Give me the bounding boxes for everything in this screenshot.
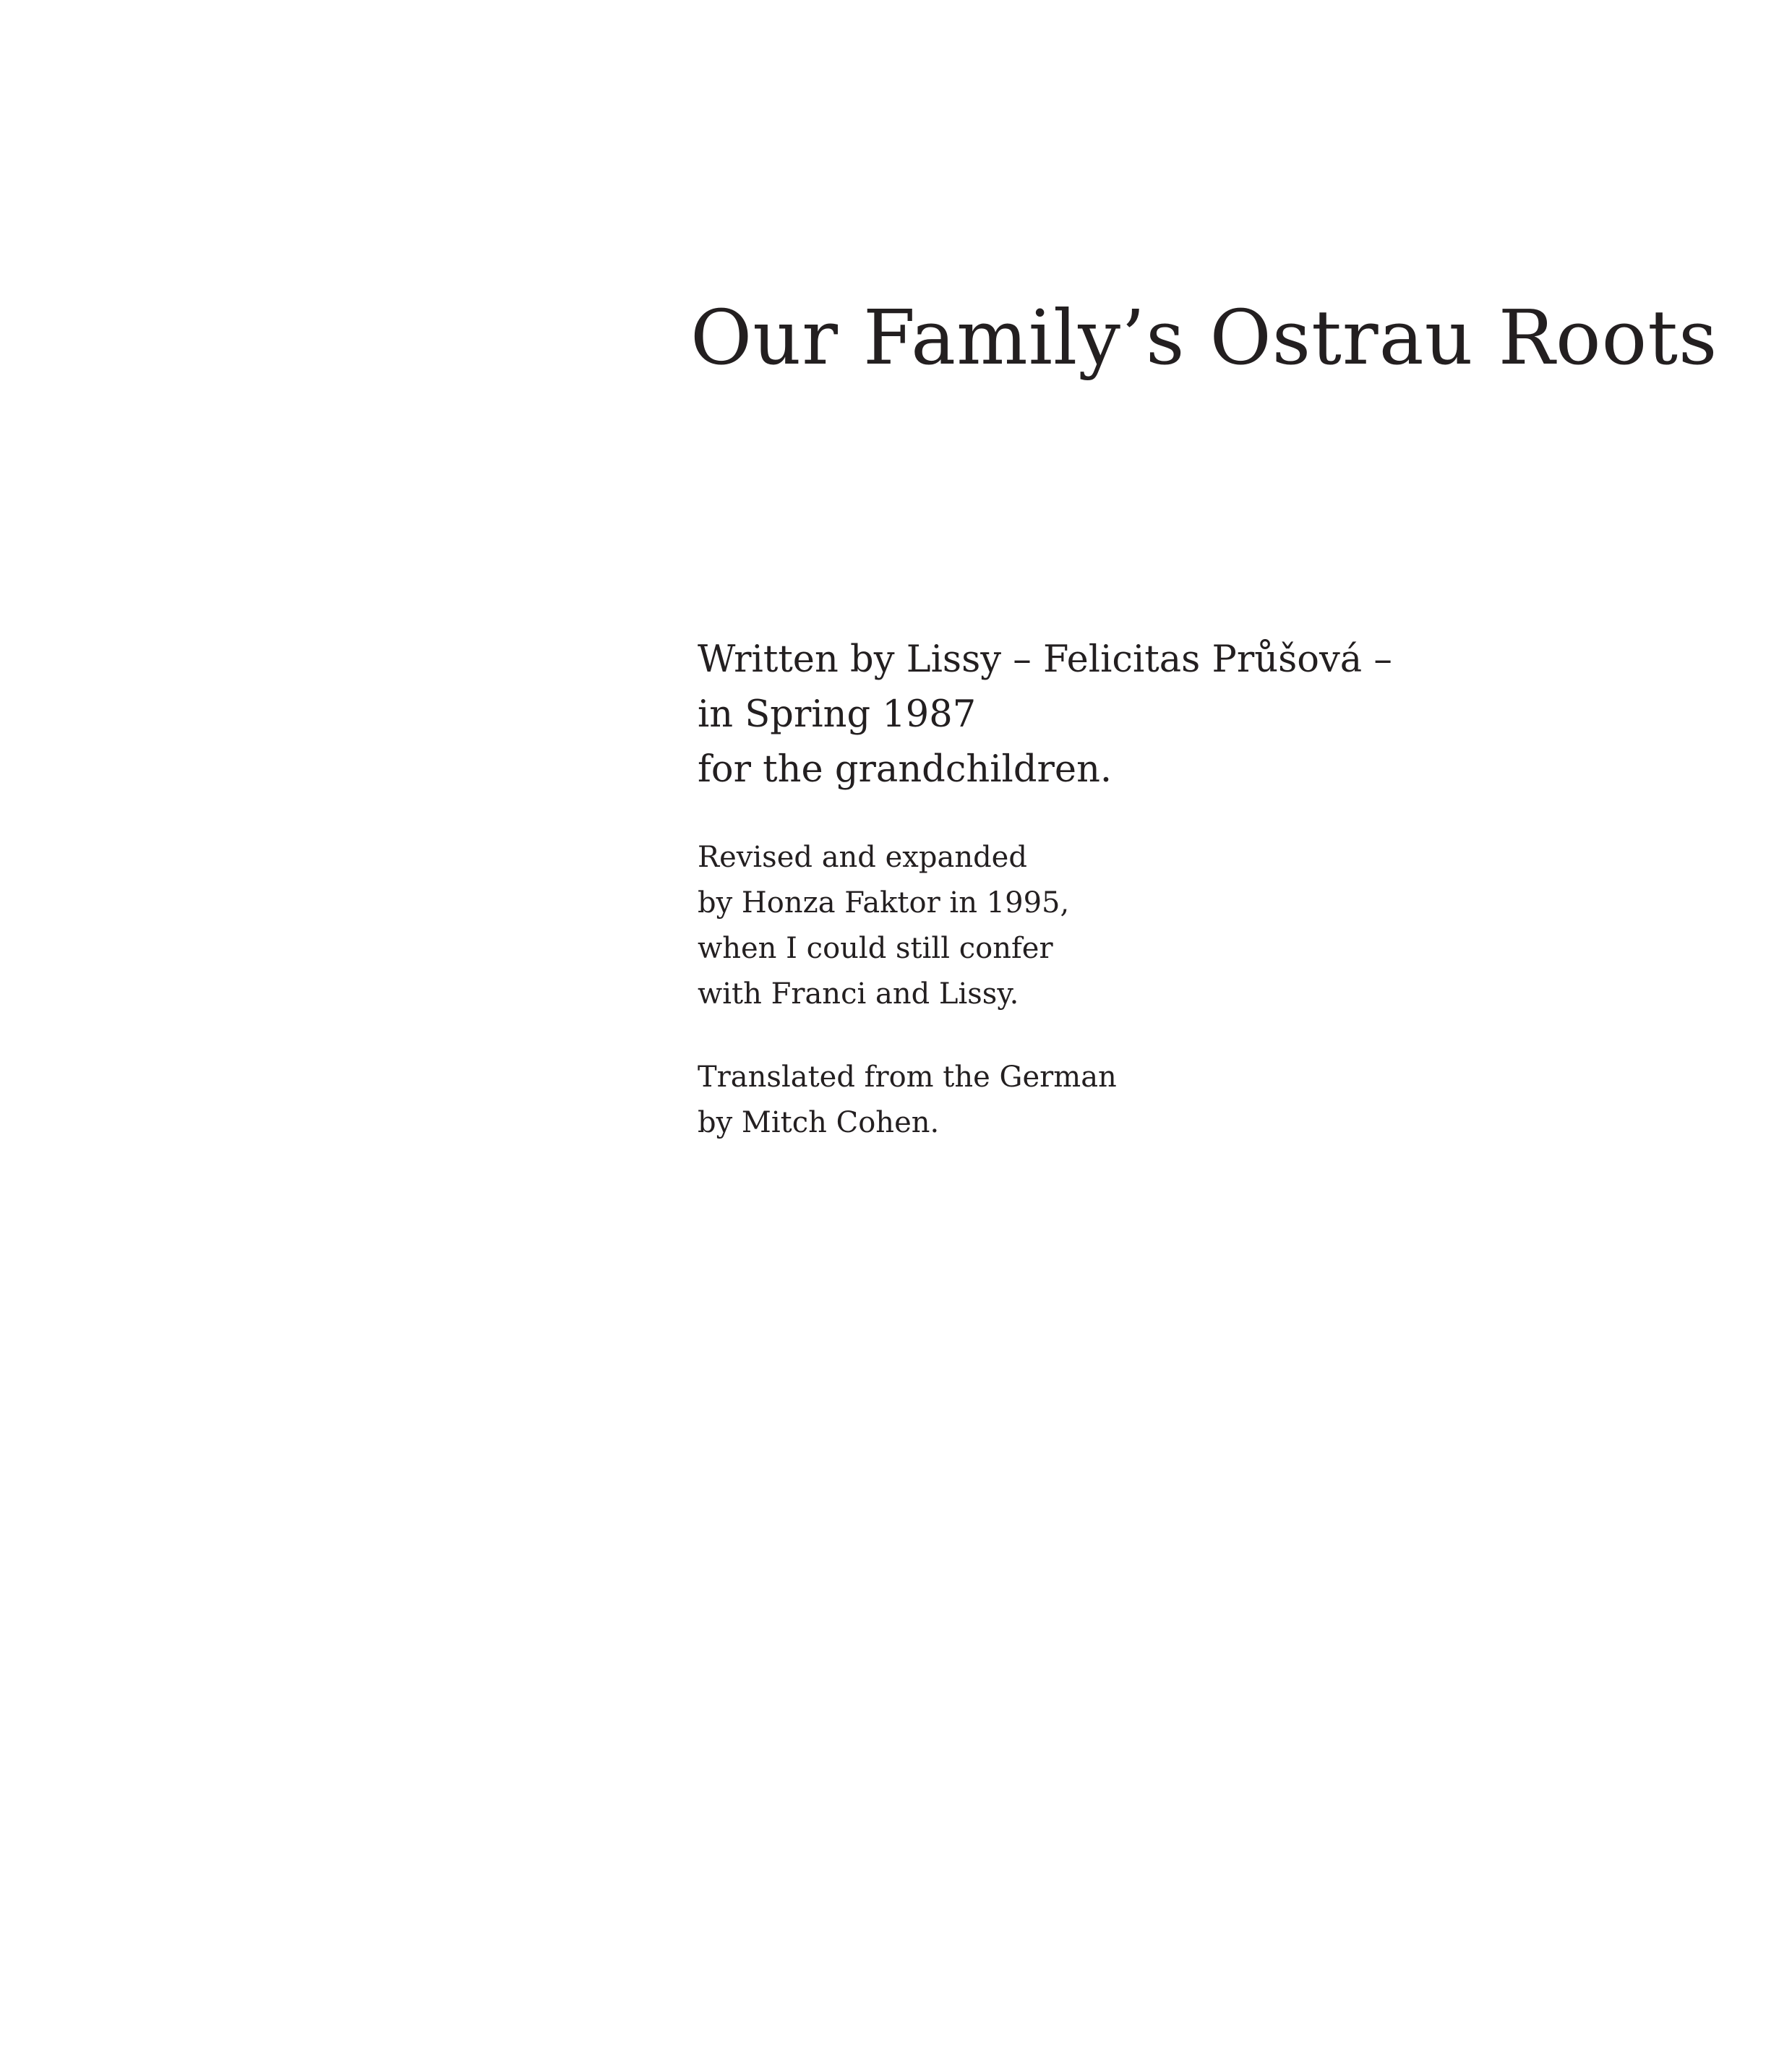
translation-line: by Mitch Cohen. — [698, 1106, 940, 1139]
authorship-line: Written by Lissy – Felicitas Průšová – — [698, 638, 1392, 681]
revision-line: Revised and expanded — [698, 841, 1027, 874]
revision-line: with Franci and Lissy. — [698, 977, 1019, 1011]
revision-line: when I could still confer — [698, 932, 1053, 965]
revision-line: by Honza Faktor in 1995, — [698, 886, 1070, 920]
translation-paragraph — [698, 1055, 1565, 1146]
page-title: Our Family’s Ostrau Roots — [690, 294, 1718, 382]
translation-line: Translated from the German — [698, 1061, 1117, 1094]
authorship-paragraph — [698, 633, 1565, 797]
credits-section — [698, 633, 1565, 1146]
authorship-line: for the grandchildren. — [698, 748, 1113, 791]
authorship-line: in Spring 1987 — [698, 693, 977, 736]
revision-paragraph — [698, 835, 1565, 1017]
